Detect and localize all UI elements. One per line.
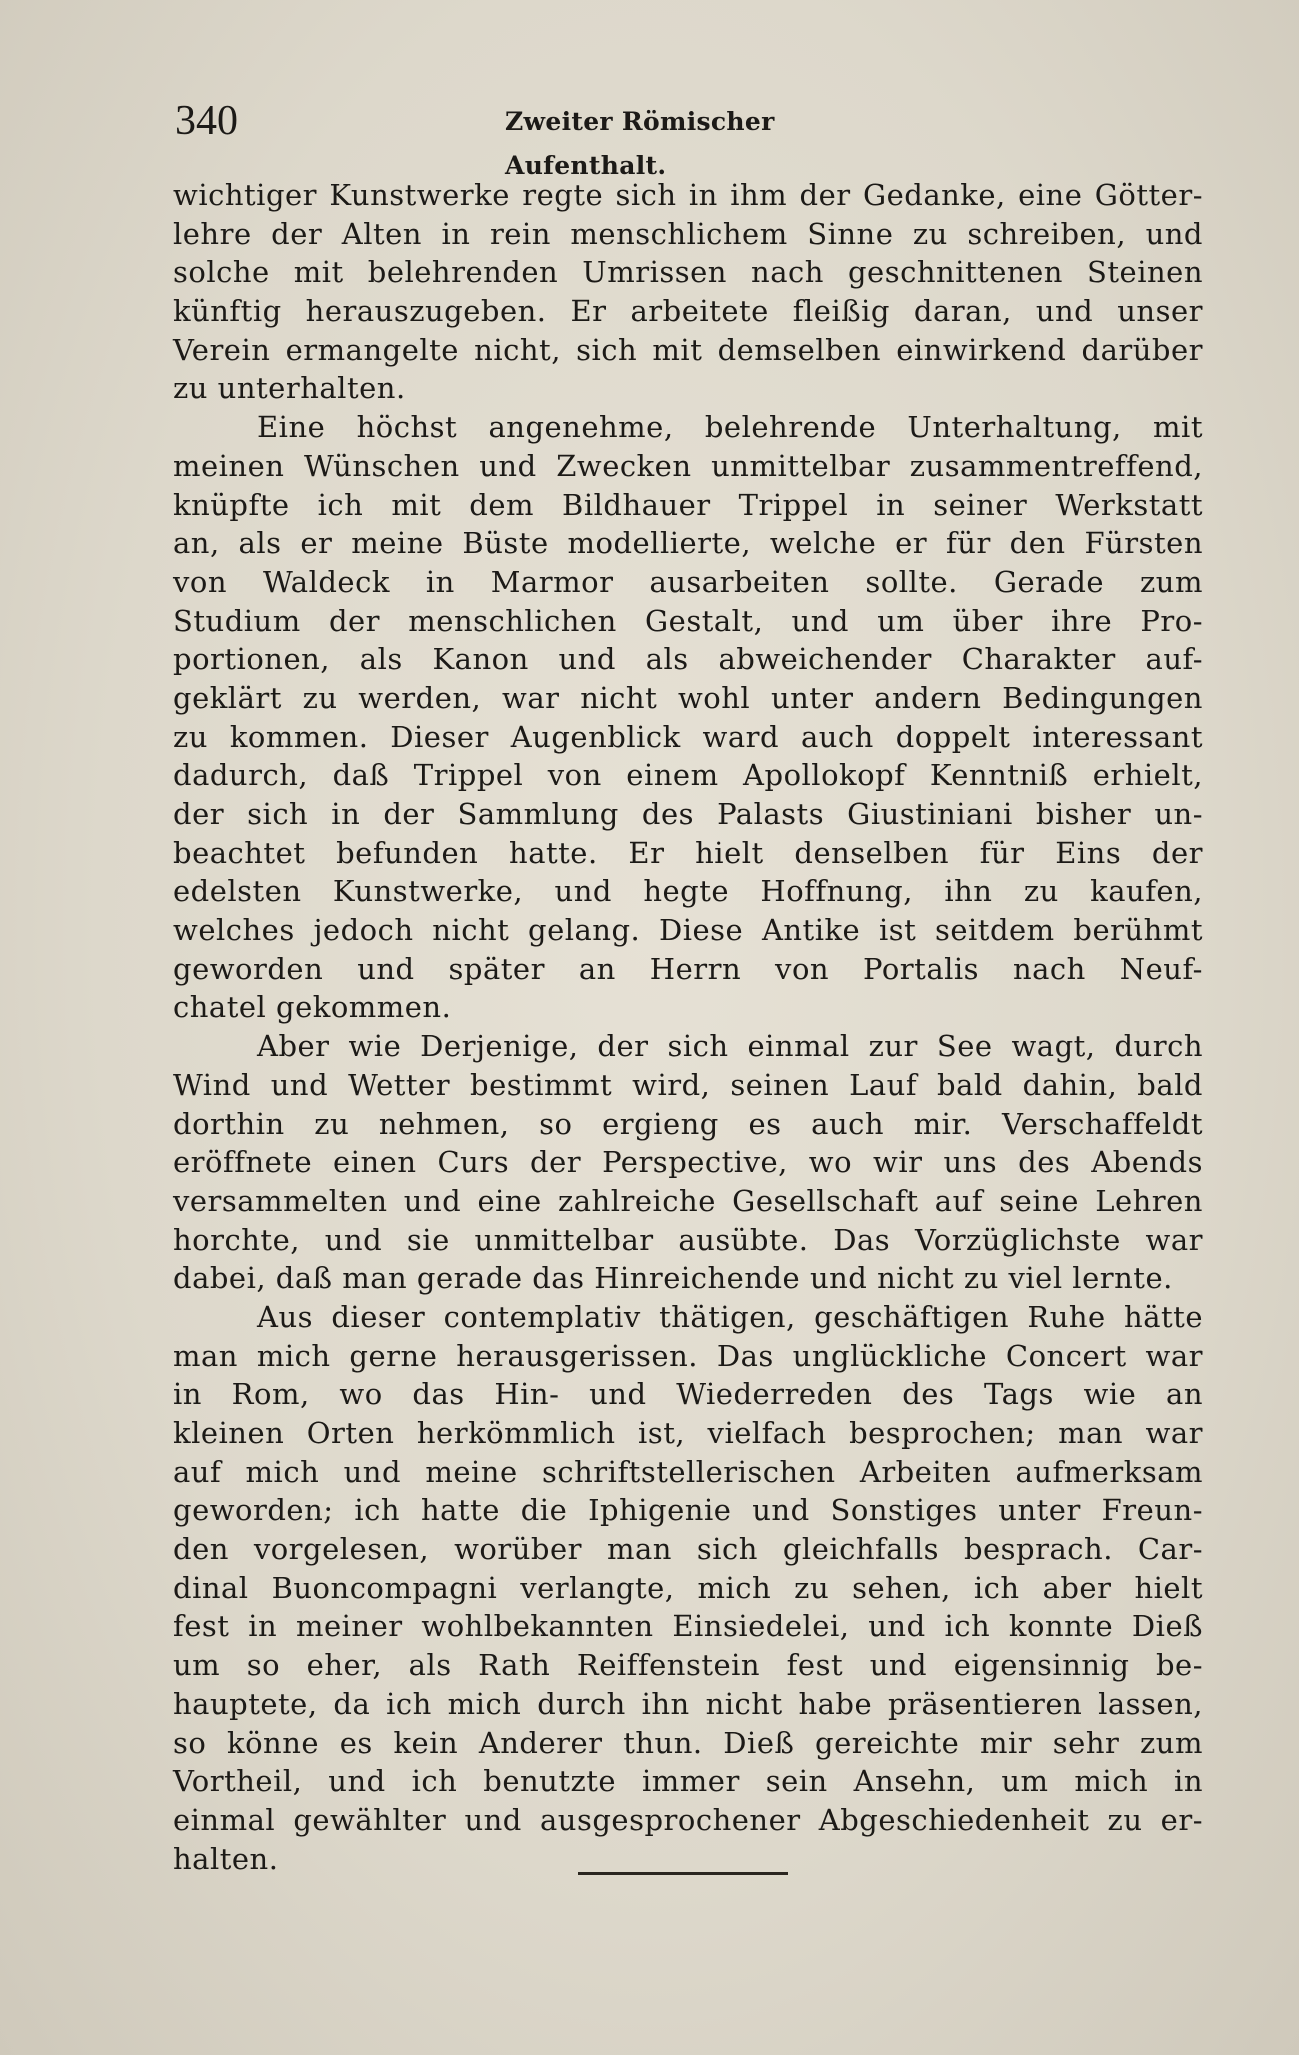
text-line: künftig herauszugeben. Er arbeitete fleißig daran, und unser — [173, 294, 1203, 329]
text-line: fest in meiner wohlbekannten Einsiedelei, und ich konnte Dieß — [173, 1609, 1203, 1644]
text-line: den vorgelesen, worüber man sich gleichfalls besprach. Car- — [173, 1532, 1203, 1567]
text-line: man mich gerne herausgerissen. Das unglückliche Concert war — [173, 1338, 1203, 1373]
text-line: Verein ermangelte nicht, sich mit demselben einwirkend darüber — [173, 332, 1203, 367]
text-line: wichtiger Kunstwerke regte sich in ihm der Gedanke, eine Götter- — [173, 178, 1203, 212]
text-line: dabei, daß man gerade das Hinreichende und nicht zu viel lernte. — [173, 1261, 1173, 1296]
paragraph — [173, 1027, 1203, 1298]
text-line: Vortheil, und ich benutzte immer sein Ansehn, um mich in — [173, 1764, 1203, 1799]
text-line: portionen, als Kanon und als abweichender Charakter auf- — [173, 642, 1203, 677]
text-line: beachtet befunden hatte. Er hielt denselben für Eins der — [173, 835, 1203, 870]
paragraph — [173, 176, 1203, 408]
text-line: edelsten Kunstwerke, und hegte Hoffnung, ihn zu kaufen, — [173, 874, 1203, 909]
section-end-rule — [578, 1872, 788, 1875]
text-line: Aber wie Derjenige, der sich einmal zur See wagt, durch — [257, 1029, 1203, 1064]
text-line: Eine höchst angenehme, belehrende Unterhaltung, mit — [257, 410, 1203, 445]
text-line: so könne es kein Anderer thun. Dieß gereichte mir sehr zum — [173, 1725, 1203, 1760]
paragraph — [173, 1298, 1203, 1878]
text-line: horchte, und sie unmittelbar ausübte. Das Vorzüglichste war — [173, 1222, 1203, 1257]
text-line: versammelten und eine zahlreiche Gesellschaft auf seine Lehren — [173, 1183, 1203, 1218]
text-line: zu kommen. Dieser Augenblick ward auch doppelt interessant — [173, 719, 1203, 754]
text-line: hauptete, da ich mich durch ihn nicht habe präsentieren lassen, — [173, 1686, 1203, 1721]
text-line: auf mich und meine schriftstellerischen Arbeiten aufmerksam — [173, 1454, 1203, 1489]
text-line: einmal gewählter und ausgesprochener Abgeschiedenheit zu er- — [173, 1802, 1203, 1837]
text-line: meinen Wünschen und Zwecken unmittelbar zusammentreffend, — [173, 448, 1203, 483]
text-line: Studium der menschlichen Gestalt, und um über ihre Pro- — [173, 603, 1203, 638]
text-line: der sich in der Sammlung des Palasts Giustiniani bisher un- — [173, 797, 1203, 831]
text-line: dadurch, daß Trippel von einem Apollokopf Kenntniß erhielt, — [173, 758, 1203, 793]
text-line: eröffnete einen Curs der Perspective, wo wir uns des Abends — [173, 1145, 1203, 1180]
text-line: knüpfte ich mit dem Bildhauer Trippel in seiner Werkstatt — [173, 487, 1203, 522]
body-text — [173, 176, 1203, 1878]
text-line: um so eher, als Rath Reiffenstein fest und eigensinnig be- — [173, 1648, 1203, 1683]
text-line: Wind und Wetter bestimmt wird, seinen Lauf bald dahin, bald — [173, 1067, 1203, 1102]
text-line: geklärt zu werden, war nicht wohl unter andern Bedingungen — [173, 680, 1203, 715]
text-line: geworden; ich hatte die Iphigenie und Sonstiges unter Freun- — [173, 1493, 1203, 1528]
text-line: dinal Buoncompagni verlangte, mich zu sehen, ich aber hielt — [173, 1570, 1203, 1605]
text-line: zu unterhalten. — [173, 371, 406, 406]
text-line: halten. — [173, 1841, 279, 1876]
text-line: von Waldeck in Marmor ausarbeiten sollte. Gerade zum — [173, 564, 1203, 599]
running-title: Zweiter Römischer Aufenthalt. — [505, 107, 775, 180]
text-line: in Rom, wo das Hin- und Wiederreden des Tags wie an — [173, 1377, 1203, 1412]
text-line: geworden und später an Herrn von Portalis nach Neuf- — [173, 951, 1203, 986]
text-line: solche mit belehrenden Umrissen nach geschnittenen Steinen — [173, 255, 1203, 290]
page-header — [175, 96, 895, 180]
text-line: an, als er meine Büste modellierte, welche er für den Fürsten — [173, 526, 1203, 561]
text-line: kleinen Orten herkömmlich ist, vielfach besprochen; man war — [173, 1416, 1203, 1450]
page-number: 340 — [175, 98, 238, 144]
text-line: lehre der Alten in rein menschlichem Sinne zu schreiben, und — [173, 216, 1203, 251]
text-line: chatel gekommen. — [173, 990, 452, 1025]
text-line: welches jedoch nicht gelang. Diese Antike ist seitdem berühmt — [173, 913, 1203, 948]
text-line: Aus dieser contemplativ thätigen, geschäftigen Ruhe hätte — [257, 1299, 1203, 1334]
text-line: dorthin zu nehmen, so ergieng es auch mir. Verschaffeldt — [173, 1106, 1203, 1141]
paragraph — [173, 408, 1203, 1027]
